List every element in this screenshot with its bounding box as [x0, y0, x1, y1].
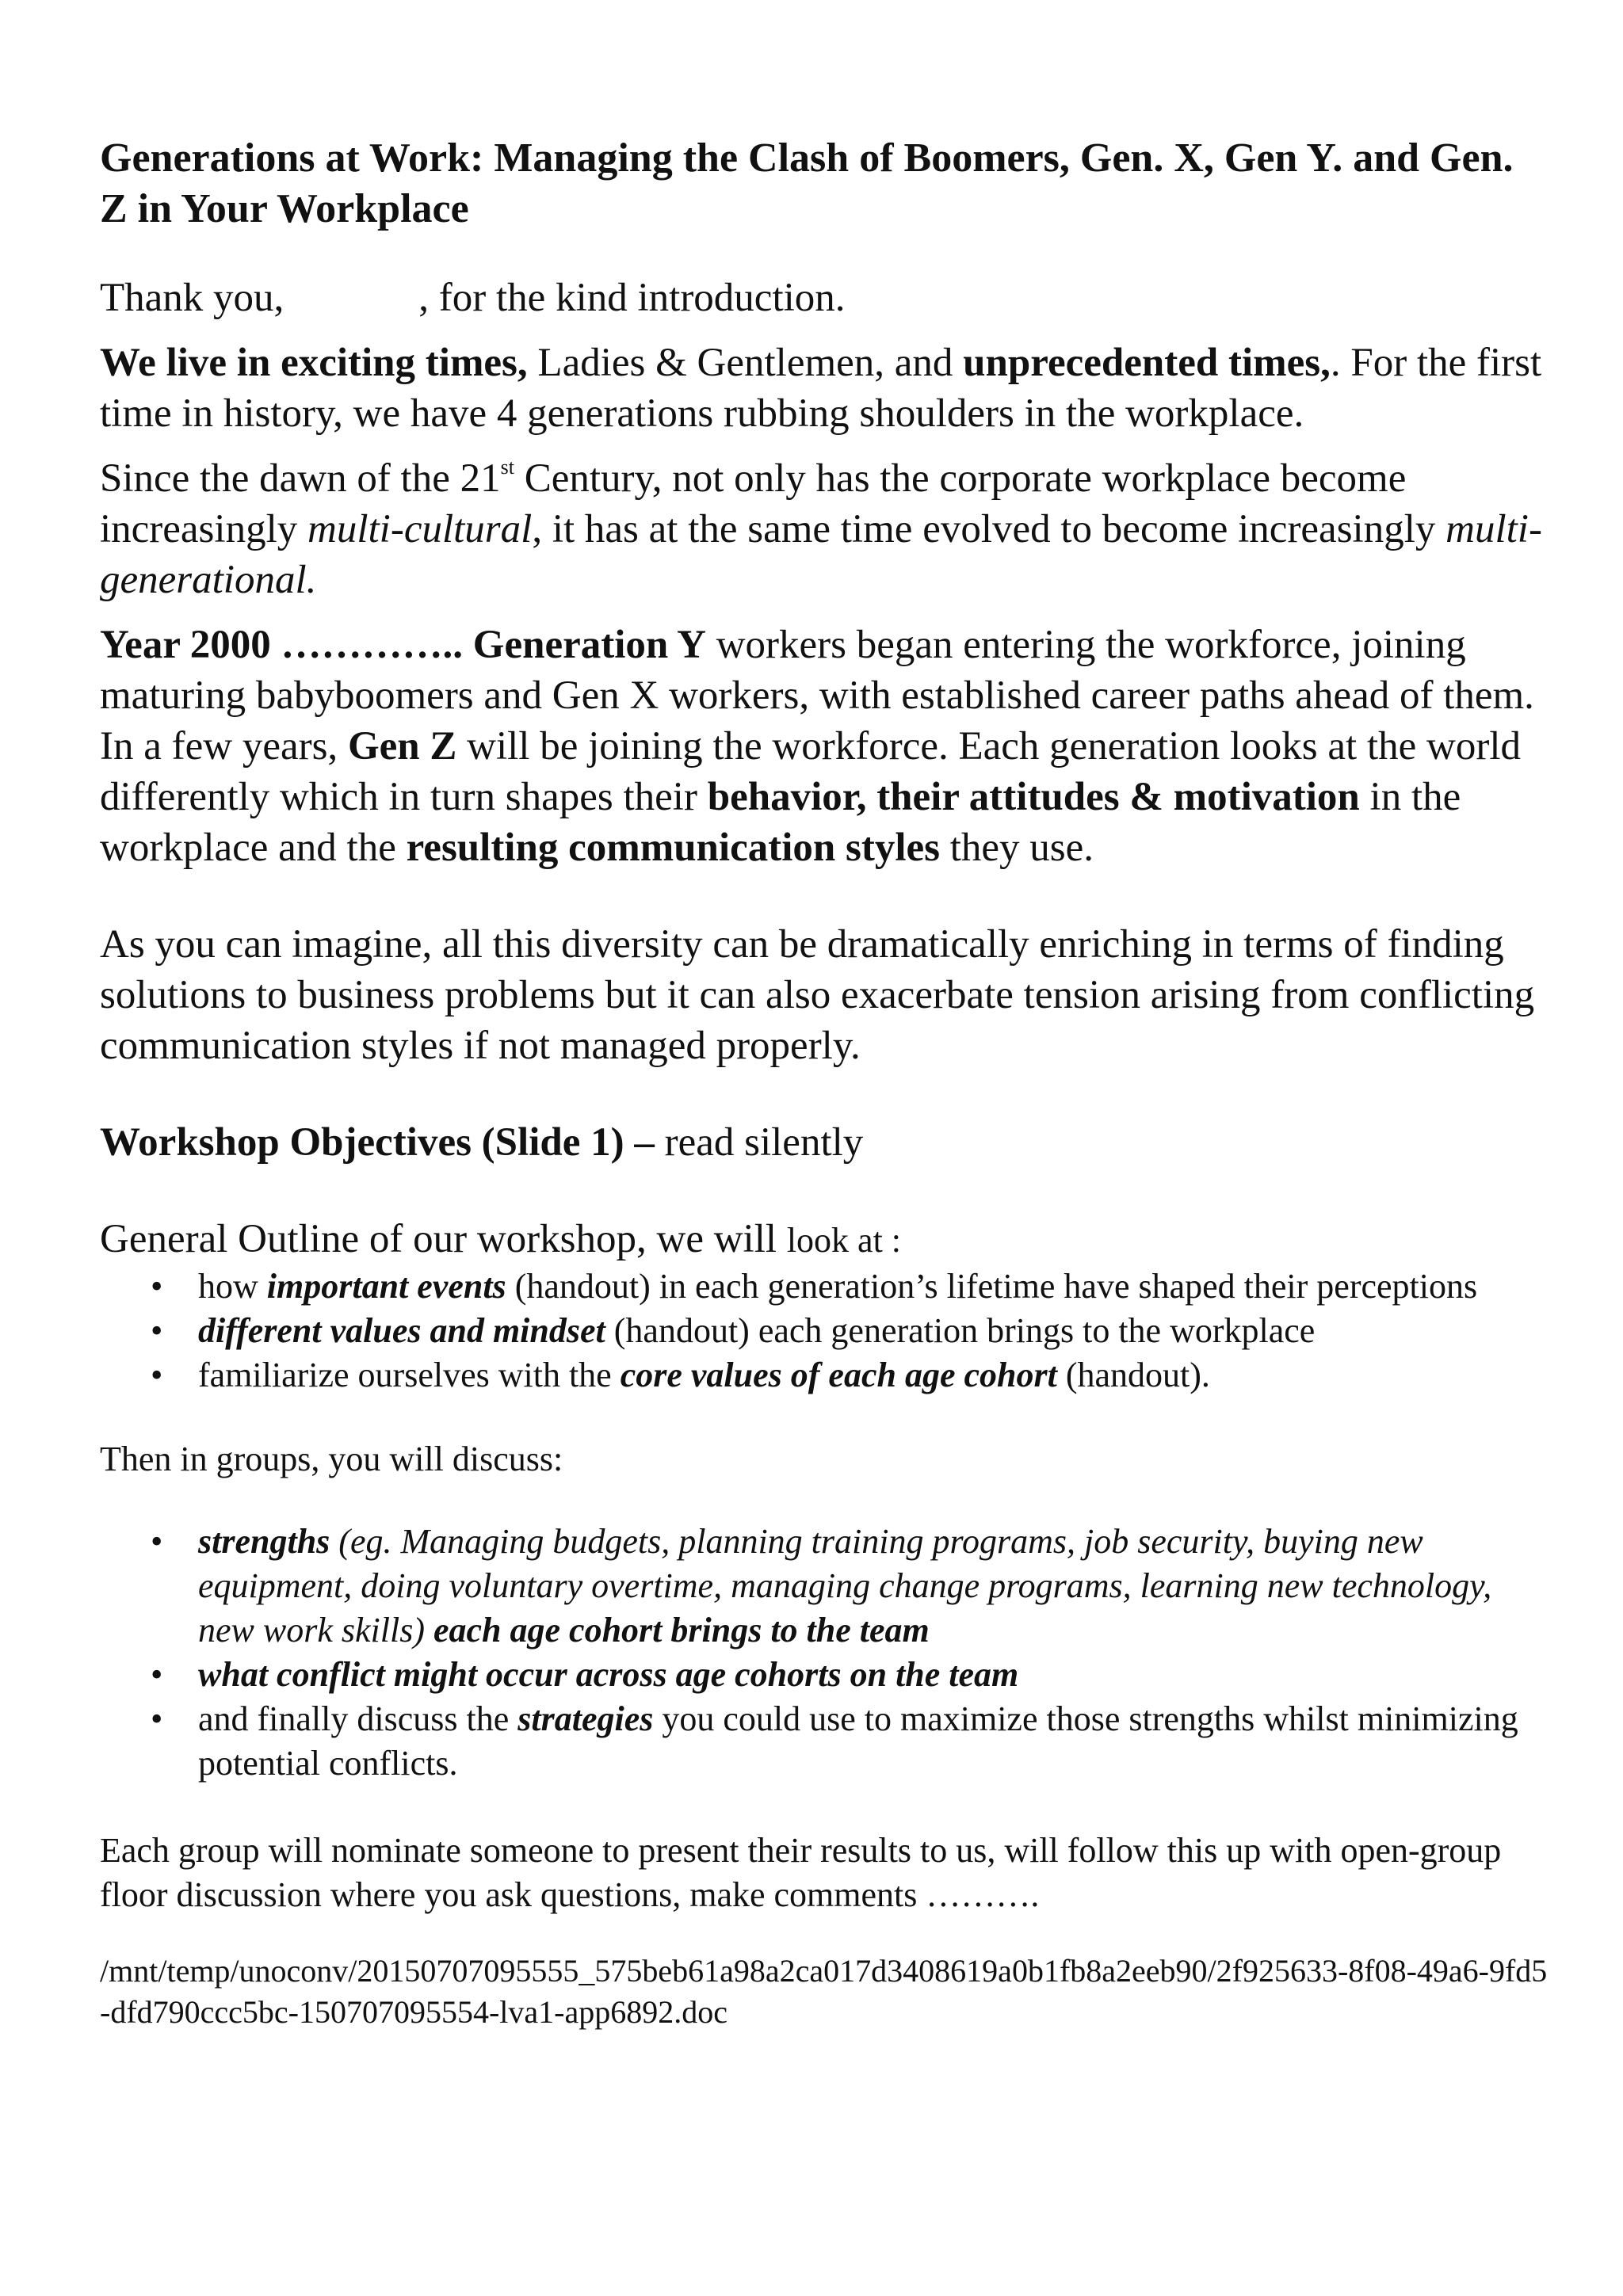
list1-item2-emphasis: different values and mindset — [198, 1311, 605, 1350]
objectives-rest: read silently — [654, 1120, 864, 1165]
bullet-icon: • — [151, 1655, 163, 1694]
list2-item1-emphasis-1: strengths — [198, 1522, 330, 1561]
p2-text-3: , it has at the same time evolved to become increasingly — [532, 507, 1446, 551]
list2-item3-text-2: you could use to maximize those strengths whilst minimizing potential conflicts. — [198, 1699, 1518, 1783]
document-page — [100, 133, 1550, 2033]
list-item — [100, 1264, 1550, 1309]
paragraph-year-2000 — [100, 620, 1550, 873]
paragraph-exciting-times — [100, 338, 1550, 439]
p3-text-4: they use. — [939, 826, 1094, 870]
p2-text-2: Century, not only has the corporate workplace become increasingly — [100, 456, 1407, 551]
list1-item3-text-1: familiarize ourselves with the — [198, 1356, 621, 1394]
general-outline — [100, 1214, 1550, 1264]
document-title: Generations at Work: Managing the Clash of Boomers, Gen. X, Gen Y. and Gen. Z in Your Workplace — [100, 135, 1514, 231]
objectives-bold: Workshop Objectives (Slide 1) – — [100, 1120, 655, 1165]
list-item — [100, 1653, 1550, 1697]
list1-item1-emphasis: important events — [266, 1267, 506, 1306]
paragraph-21st-century — [100, 453, 1550, 605]
groups-intro: Then in groups, you will discuss: — [100, 1440, 563, 1478]
outline-small: look at : — [786, 1221, 902, 1260]
paragraph-diversity: As you can imagine, all this diversity can be dramatically enriching in terms of finding solutions to business problems but it can also exacerbate tension arising from conflicting communication styles if not managed properly. — [100, 922, 1535, 1068]
list2-item1-emphasis-2: each age cohort brings to the team — [433, 1611, 930, 1650]
bullet-icon: • — [151, 1267, 163, 1306]
intro-before: Thank you, — [100, 276, 285, 320]
bullet-icon: • — [151, 1356, 163, 1394]
list2-item3-text-1: and finally discuss the — [198, 1699, 518, 1738]
p1-bold-1: We live in exciting times, — [100, 341, 528, 385]
footer-file-path: /mnt/temp/unoconv/20150707095555_575beb61a98a2ca017d3408619a0b1fb8a2eeb90/2f925633-8f08-49a6-9fd5-dfd790ccc5bc-150707095554-lva1-app6892.doc — [100, 1953, 1548, 2030]
p1-bold-2: unprecedented times, — [963, 341, 1331, 385]
workshop-objectives-heading — [100, 1117, 1550, 1168]
p2-superscript: st — [500, 456, 514, 479]
p3-bold-4: resulting communication styles — [406, 826, 940, 870]
p3-bold-2: Gen Z — [347, 724, 457, 769]
list1-item3-text-2: (handout). — [1056, 1356, 1210, 1394]
list2-item3-emphasis: strategies — [517, 1699, 654, 1738]
list-item — [100, 1520, 1550, 1653]
list1-item3-emphasis: core values of each age cohort — [620, 1356, 1057, 1394]
p2-italic-1: multi-cultural — [307, 507, 533, 551]
intro-after: , for the kind introduction. — [418, 276, 846, 320]
outline-large: General Outline of our workshop, we will — [100, 1217, 787, 1261]
p2-italic-2: multi-generational. — [100, 507, 1542, 602]
bullet-icon: • — [151, 1311, 163, 1350]
p1-text-2: . For the first time in history, we have 4 generations rubbing shoulders in the workplace. — [100, 341, 1542, 436]
list1-item1-text-1: how — [198, 1267, 267, 1306]
list2-item1-italic: (eg. Managing budgets, planning training programs, job security, buying new equipment, doing voluntary overtime, managing change programs, learning new technology, new work skills) — [198, 1522, 1492, 1650]
p3-text-1: workers began entering the workforce, joining maturing babyboomers and Gen X workers, with established career paths ahead of them. In a few years, — [100, 623, 1534, 769]
p3-bold-3: behavior, their attitudes & motivation — [707, 775, 1360, 819]
p1-text-1: Ladies & Gentlemen, and — [527, 341, 964, 385]
p3-text-2: will be joining the workforce. Each generation looks at the world differently which in turn shapes their — [100, 724, 1521, 819]
bullet-icon: • — [151, 1699, 163, 1738]
bullet-icon: • — [151, 1522, 163, 1561]
intro-paragraph — [100, 273, 1550, 323]
discussion-list — [100, 1520, 1550, 1786]
list-item — [100, 1353, 1550, 1398]
outline-list — [100, 1264, 1550, 1398]
list1-item1-text-2: (handout) in each generation’s lifetime have shaped their perceptions — [506, 1267, 1478, 1306]
list1-item2-text-2: (handout) each generation brings to the workplace — [605, 1311, 1316, 1350]
list2-item2-emphasis: what conflict might occur across age cohorts on the team — [198, 1655, 1019, 1694]
list-item — [100, 1697, 1550, 1786]
p3-text-3: in the workplace and the — [100, 775, 1461, 870]
list-item — [100, 1309, 1550, 1353]
each-group-paragraph: Each group will nominate someone to present their results to us, will follow this up with open-group floor discussion where you ask questions, make comments ………. — [100, 1831, 1502, 1914]
p2-text-1: Since the dawn of the 21 — [100, 456, 501, 501]
p3-bold-1: Year 2000 ………….. Generation Y — [100, 623, 706, 667]
